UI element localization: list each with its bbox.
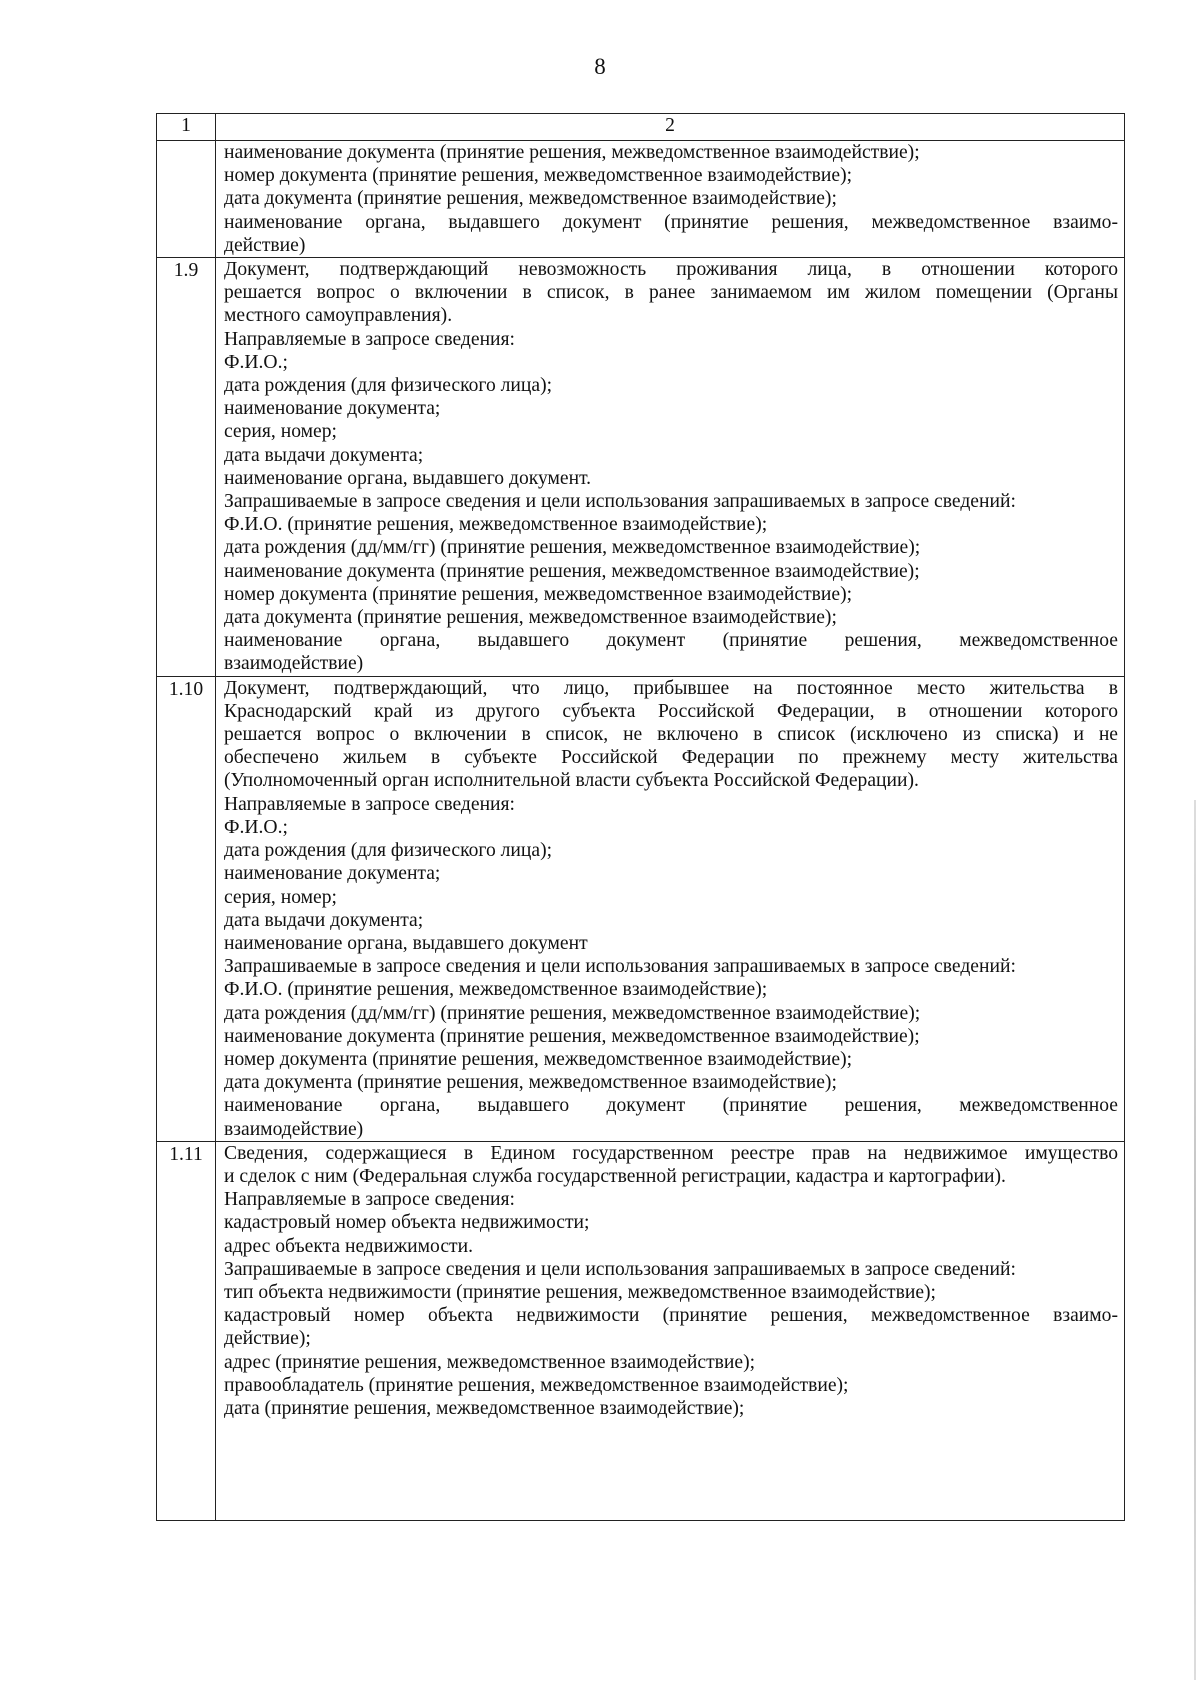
- text-line: дата выдачи документа;: [224, 444, 424, 466]
- text-line: взаимодействие): [224, 653, 364, 675]
- text-line: дата документа (принятие решения, межведомственное взаимодействие);: [224, 188, 837, 210]
- text-line: решается вопрос о включении в список, в ранее занимаемом им жилом помещении (Органы: [224, 282, 1118, 304]
- text-line: дата выдачи документа;: [224, 909, 424, 931]
- text-line: Направляемые в запросе сведения:: [224, 1189, 515, 1211]
- text-line: наименование органа, выдавшего документ (принятие решения, межведомственное взаимо-: [224, 211, 1118, 233]
- text-line: дата рождения (дд/мм/гг) (принятие решения, межведомственное взаимодействие);: [224, 1002, 921, 1024]
- column-header-number: 1: [157, 114, 216, 141]
- row-content: [216, 676, 1125, 1141]
- text-line: Ф.И.О. (принятие решения, межведомственное взаимодействие);: [224, 979, 768, 1001]
- text-line: номер документа (принятие решения, межведомственное взаимодействие);: [224, 165, 853, 187]
- text-line: номер документа (принятие решения, межведомственное взаимодействие);: [224, 583, 853, 605]
- text-line: наименование документа;: [224, 398, 441, 420]
- text-line: Запрашиваемые в запросе сведения и цели использования запрашиваемых в запросе сведений:: [224, 956, 1016, 978]
- table-row: [157, 258, 1125, 677]
- text-line: действие): [224, 234, 306, 256]
- text-line: Запрашиваемые в запросе сведения и цели использования запрашиваемых в запросе сведений:: [224, 491, 1016, 513]
- text-line: наименование органа, выдавшего документ: [224, 932, 588, 954]
- text-line: кадастровый номер объекта недвижимости (принятие решения, межведомственное взаимо-: [224, 1305, 1118, 1327]
- text-line: дата документа (принятие решения, межведомственное взаимодействие);: [224, 1072, 837, 1094]
- text-line: адрес объекта недвижимости.: [224, 1235, 473, 1257]
- row-number: [157, 141, 216, 258]
- text-line: дата рождения (дд/мм/гг) (принятие решения, межведомственное взаимодействие);: [224, 537, 921, 559]
- text-line: дата рождения (для физического лица);: [224, 375, 553, 397]
- text-line: (Уполномоченный орган исполнительной власти субъекта Российской Федерации).: [224, 770, 919, 792]
- row-number: 1.10: [157, 676, 216, 1141]
- text-line: и сделок с ним (Федеральная служба государственной регистрации, кадастра и картографии).: [224, 1165, 1006, 1187]
- text-line: серия, номер;: [224, 886, 337, 908]
- text-line: обеспечено жильем в субъекте Российской Федерации по прежнему месту жительства: [224, 747, 1118, 769]
- row-number: 1.11: [157, 1141, 216, 1520]
- column-header-content: 2: [216, 114, 1125, 141]
- text-line: Документ, подтверждающий невозможность проживания лица, в отношении которого: [224, 259, 1118, 281]
- text-line: решается вопрос о включении в список, не включено в список (исключено из списка) и не: [224, 724, 1118, 746]
- text-line: Документ, подтверждающий, что лицо, прибывшее на постоянное место жительства в: [224, 677, 1118, 699]
- table-row: [157, 141, 1125, 258]
- text-line: Сведения, содержащиеся в Едином государственном реестре прав на недвижимое имущество: [224, 1142, 1118, 1164]
- table-header-row: [157, 114, 1125, 141]
- scan-edge-shadow: [1194, 800, 1196, 1680]
- text-line: наименование органа, выдавшего документ (принятие решения, межведомственное: [224, 1095, 1118, 1117]
- text-line: наименование документа (принятие решения, межведомственное взаимодействие);: [224, 560, 920, 582]
- text-line: серия, номер;: [224, 421, 337, 443]
- row-content: [216, 141, 1125, 258]
- text-line: Ф.И.О.;: [224, 816, 288, 838]
- page-number: 8: [594, 54, 606, 79]
- text-line: Направляемые в запросе сведения:: [224, 328, 515, 350]
- text-line: кадастровый номер объекта недвижимости;: [224, 1212, 590, 1234]
- text-line: тип объекта недвижимости (принятие решения, межведомственное взаимодействие);: [224, 1281, 936, 1303]
- text-line: адрес (принятие решения, межведомственное взаимодействие);: [224, 1351, 756, 1373]
- row-number: 1.9: [157, 258, 216, 677]
- text-line: Ф.И.О.;: [224, 351, 288, 373]
- text-line: номер документа (принятие решения, межведомственное взаимодействие);: [224, 1048, 853, 1070]
- text-line: взаимодействие): [224, 1118, 364, 1140]
- text-line: Ф.И.О. (принятие решения, межведомственное взаимодействие);: [224, 514, 768, 536]
- text-line: Краснодарский край из другого субъекта Российской Федерации, в отношении которого: [224, 700, 1118, 722]
- text-line: наименование документа (принятие решения, межведомственное взаимодействие);: [224, 142, 920, 163]
- text-line: Запрашиваемые в запросе сведения и цели использования запрашиваемых в запросе сведений:: [224, 1258, 1016, 1280]
- document-table: [156, 113, 1125, 1521]
- text-line: наименование документа (принятие решения, межведомственное взаимодействие);: [224, 1025, 920, 1047]
- row-content: [216, 258, 1125, 677]
- row-content: [216, 1141, 1125, 1520]
- text-line: правообладатель (принятие решения, межведомственное взаимодействие);: [224, 1374, 849, 1396]
- table-row: [157, 676, 1125, 1141]
- text-line: Направляемые в запросе сведения:: [224, 793, 515, 815]
- text-line: наименование органа, выдавшего документ (принятие решения, межведомственное: [224, 630, 1118, 652]
- table-row: [157, 1141, 1125, 1520]
- text-line: дата (принятие решения, межведомственное взаимодействие);: [224, 1397, 745, 1419]
- text-line: наименование документа;: [224, 863, 441, 885]
- text-line: действие);: [224, 1328, 311, 1350]
- text-line: местного самоуправления).: [224, 305, 453, 327]
- text-line: дата документа (принятие решения, межведомственное взаимодействие);: [224, 607, 837, 629]
- text-line: дата рождения (для физического лица);: [224, 840, 553, 862]
- text-line: наименование органа, выдавшего документ.: [224, 467, 592, 489]
